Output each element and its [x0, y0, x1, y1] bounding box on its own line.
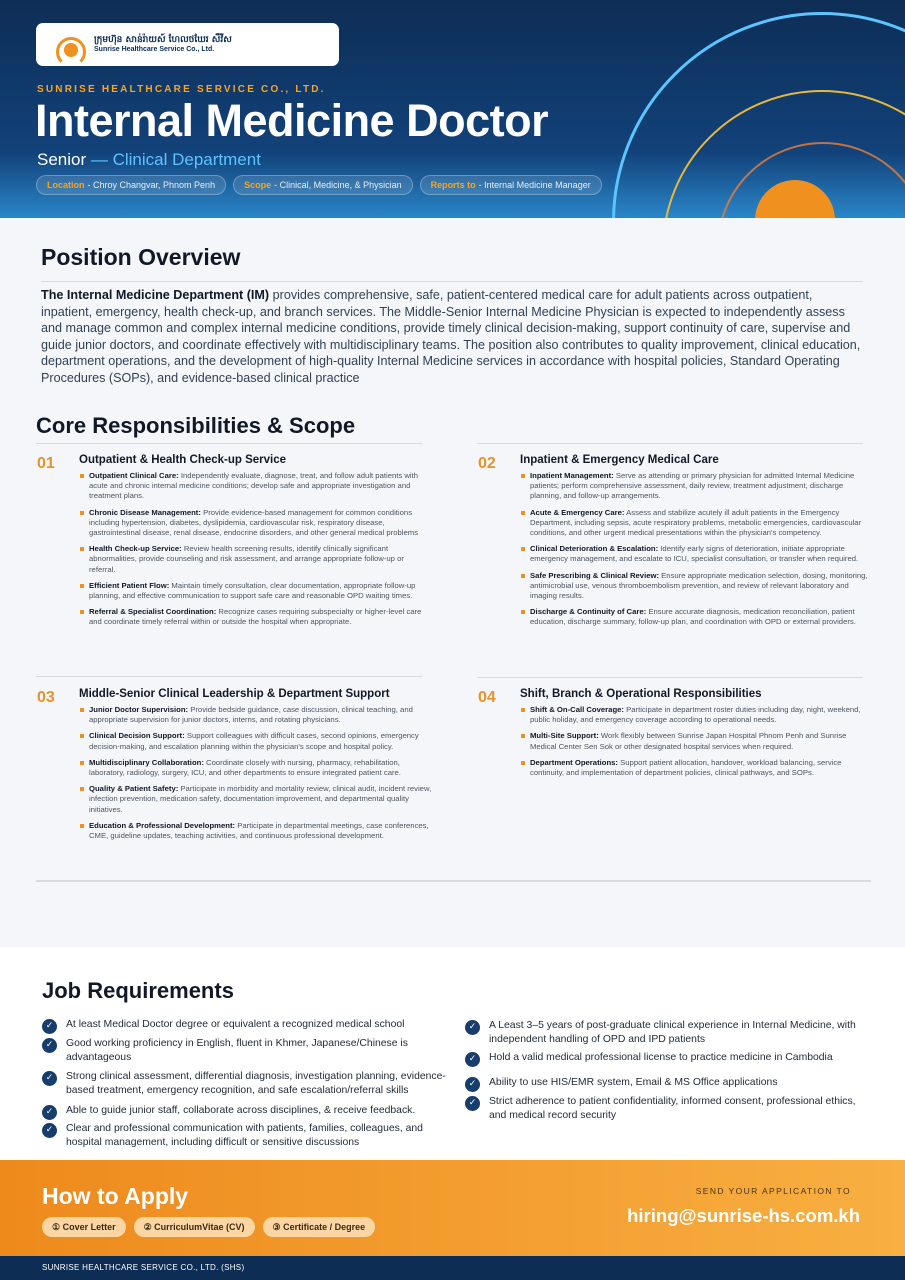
- list-item: Multi-Site Support: Work flexibly between Sunrise Japan Hospital Phnom Penh and Sunrise Medical Center Sen Sok or other designated hospital services when required.: [530, 731, 873, 751]
- check-icon: ✓: [42, 1019, 57, 1034]
- overview-paragraph: The Internal Medicine Department (IM) provides comprehensive, safe, patient-centered medical care for adult patients across outpatient, inpatient, emergency, health check-up, and branch services. The Middle-Senior Internal Medicine Physician is expected to independently assess and manage common and complex internal medicine conditions, provide timely clinical decision-making, support continuity of care, supervise and guide junior doctors, and coordinate effectively with multidisciplinary teams. The position also contributes to quality improvement, clinical education, department operations, and the development of high-quality Internal Medicine services in accordance with hospital policies, Standard Operating Procedures (SOPs), and evidence-based clinical practice: [41, 288, 861, 385]
- block-title: Shift, Branch & Operational Responsibilities: [520, 688, 762, 700]
- apply-heading: How to Apply: [42, 1183, 189, 1209]
- responsibility-list: [530, 471, 873, 634]
- list-item: Health Check-up Service: Review health screening results, identify clinically significant abnormalities, provide counseling and risk assessment, and arrange appropriate follow-up or referral.: [89, 544, 432, 575]
- check-icon: ✓: [42, 1038, 57, 1053]
- certificate-chip: ③ Certificate / Degree: [263, 1217, 376, 1237]
- divider: [477, 677, 863, 678]
- overview-heading: Position Overview: [41, 244, 241, 270]
- check-icon: ✓: [42, 1105, 57, 1120]
- requirement-item: ✓ Good working proficiency in English, fluent in Khmer, Japanese/Chinese is advantageous: [42, 1037, 452, 1065]
- application-email-link[interactable]: hiring@sunrise-hs.com.kh: [627, 1205, 860, 1226]
- cv-chip: ② CurriculumVitae (CV): [134, 1217, 255, 1237]
- requirement-item: ✓ At least Medical Doctor degree or equivalent a recognized medical school: [42, 1018, 452, 1032]
- requirement-item: ✓ Ability to use HIS/EMR system, Email & MS Office applications: [465, 1076, 865, 1090]
- list-item: Chronic Disease Management: Provide evidence-based management for common conditions including hypertension, diabetes, dyslipidemia, cardiovascular risk, respiratory disease, gastrointestinal disease, renal disease, endocrine disorders, and other general medical problems: [89, 508, 432, 539]
- logo-english-text: Sunrise Healthcare Service Co., Ltd.: [94, 45, 215, 53]
- divider: [477, 443, 863, 444]
- block-number: 02: [478, 455, 496, 472]
- list-item: Discharge & Continuity of Care: Ensure accurate diagnosis, medication reconciliation, patient education, discharge summary, follow-up plan, and coordination with OPD or external providers.: [530, 607, 873, 627]
- check-icon: ✓: [42, 1123, 57, 1138]
- list-item: Quality & Patient Safety: Participate in morbidity and mortality review, clinical audit, incident review, infection prevention, medication safety, documentation improvement, and departmental quality initiatives.: [89, 784, 432, 814]
- check-icon: ✓: [465, 1077, 480, 1092]
- cover-letter-chip: ① Cover Letter: [42, 1217, 126, 1237]
- list-item: Education & Professional Development: Participate in departmental meetings, case conferences, CME, guideline updates, teaching activities, and continuous professional development.: [89, 821, 432, 841]
- check-icon: ✓: [42, 1071, 57, 1086]
- apply-document-chips: [42, 1217, 375, 1237]
- header-banner: [0, 0, 905, 218]
- block-number: 03: [37, 689, 55, 706]
- list-item: Department Operations: Support patient allocation, handover, workload balancing, service continuity, and implementation of department policies, clinical pathways, and SOPs.: [530, 758, 873, 778]
- block-number: 01: [37, 455, 55, 472]
- job-title: Internal Medicine Doctor: [35, 95, 549, 146]
- list-item: Referral & Specialist Coordination: Recognize cases requiring subspecialty or higher-level care and coordinate timely referral within or outside the hospital when appropriate.: [89, 607, 432, 627]
- sunrise-logo-icon: [56, 37, 86, 53]
- check-icon: ✓: [465, 1096, 480, 1111]
- list-item: Multidisciplinary Collaboration: Coordinate closely with nursing, pharmacy, rehabilitation, laboratory, radiology, surgery, ICU, and other departments to ensure integrated patient care.: [89, 758, 432, 778]
- job-department: — Clinical Department: [90, 150, 261, 169]
- responsibility-list: [530, 705, 873, 784]
- send-application-label: SEND YOUR APPLICATION TO: [695, 1186, 851, 1196]
- divider: [36, 676, 422, 677]
- block-title: Inpatient & Emergency Medical Care: [520, 454, 719, 466]
- list-item: Clinical Deterioration & Escalation: Identify early signs of deterioration, initiate appropriate emergency management, and escalate to ICU, specialist consultation, or transfer when required.: [530, 544, 873, 564]
- company-logo: [36, 23, 339, 66]
- divider: [41, 281, 863, 282]
- requirement-item: ✓ Able to guide junior staff, collaborate across disciplines, & receive feedback.: [42, 1104, 452, 1118]
- reports-to-chip: Reports to - Internal Medicine Manager: [420, 175, 602, 195]
- job-level: Senior: [37, 150, 87, 169]
- job-subtitle: [37, 150, 261, 170]
- divider: [36, 880, 871, 882]
- requirement-item: ✓ Strict adherence to patient confidentiality, informed consent, professional ethics, and medical record security: [465, 1095, 865, 1123]
- requirement-item: ✓ Clear and professional communication with patients, families, colleagues, and hospital management, including difficult or sensitive discussions: [42, 1122, 452, 1150]
- responsibility-list: [89, 705, 432, 847]
- block-title: Outpatient & Health Check-up Service: [79, 454, 287, 466]
- responsibility-list: [89, 471, 432, 634]
- list-item: Outpatient Clinical Care: Independently evaluate, diagnose, treat, and follow adult patients with acute and chronic internal medicine conditions; develop safe and appropriate investigation and treatment plans.: [89, 471, 432, 502]
- logo-khmer-text: ក្រុមហ៊ុន សាន់រ៉ាយស៍ ហែលថឃែរ សឺវីស: [94, 35, 232, 46]
- requirements-heading: Job Requirements: [42, 978, 234, 1003]
- requirement-item: ✓ Hold a valid medical professional license to practice medicine in Cambodia: [465, 1051, 865, 1065]
- list-item: Acute & Emergency Care: Assess and stabilize acutely ill adult patients in the Emergency Department, including sepsis, acute respiratory problems, metabolic emergencies, cardiovascular conditions, and other urgent medical presentations within the physician's competency.: [530, 508, 873, 539]
- requirement-item: ✓ Strong clinical assessment, differential diagnosis, investigation planning, evidence-based treatment, emergency recognition, and safe escalation/referral skills: [42, 1070, 452, 1098]
- check-icon: ✓: [465, 1020, 480, 1035]
- divider: [36, 443, 422, 444]
- list-item: Clinical Decision Support: Support colleagues with difficult cases, second opinions, emergency decision-making, and escalation planning within the physician's scope and hospital policy.: [89, 731, 432, 751]
- company-name: SUNRISE HEALTHCARE SERVICE CO., LTD.: [37, 84, 326, 95]
- scope-chip: Scope - Clinical, Medicine, & Physician: [233, 175, 413, 195]
- job-info-chips: [36, 175, 602, 195]
- block-number: 04: [478, 689, 496, 706]
- location-chip: Location - Chroy Changvar, Phnom Penh: [36, 175, 226, 195]
- list-item: Safe Prescribing & Clinical Review: Ensure appropriate medication selection, dosing, monitoring, antimicrobial use, venous thromboembolism prevention, and review of relevant laboratory and imaging results.: [530, 571, 873, 602]
- list-item: Shift & On-Call Coverage: Participate in department roster duties including day, night, weekend, public holiday, and emergency coverage according to operational needs.: [530, 705, 873, 725]
- list-item: Efficient Patient Flow: Maintain timely consultation, clear documentation, appropriate follow-up planning, and effective communication to support safe care and reasonable OPD waiting times.: [89, 581, 432, 601]
- list-item: Inpatient Management: Serve as attending or primary physician for admitted Internal Medicine patients; perform comprehensive assessment, daily review, treatment adjustment, discharge planning, and follow-up arrangements.: [530, 471, 873, 502]
- check-icon: ✓: [465, 1052, 480, 1067]
- core-heading: Core Responsibilities & Scope: [36, 413, 356, 438]
- requirement-item: ✓ A Least 3–5 years of post-graduate clinical experience in Internal Medicine, with independent handling of OPD and IPD patients: [465, 1019, 865, 1047]
- block-title: Middle-Senior Clinical Leadership & Department Support: [79, 688, 390, 700]
- footer-text: SUNRISE HEALTHCARE SERVICE CO., LTD. (SHS): [42, 1263, 245, 1272]
- list-item: Junior Doctor Supervision: Provide bedside guidance, case discussion, clinical teaching, and appropriate supervision for junior doctors, interns, and rotating physicians.: [89, 705, 432, 725]
